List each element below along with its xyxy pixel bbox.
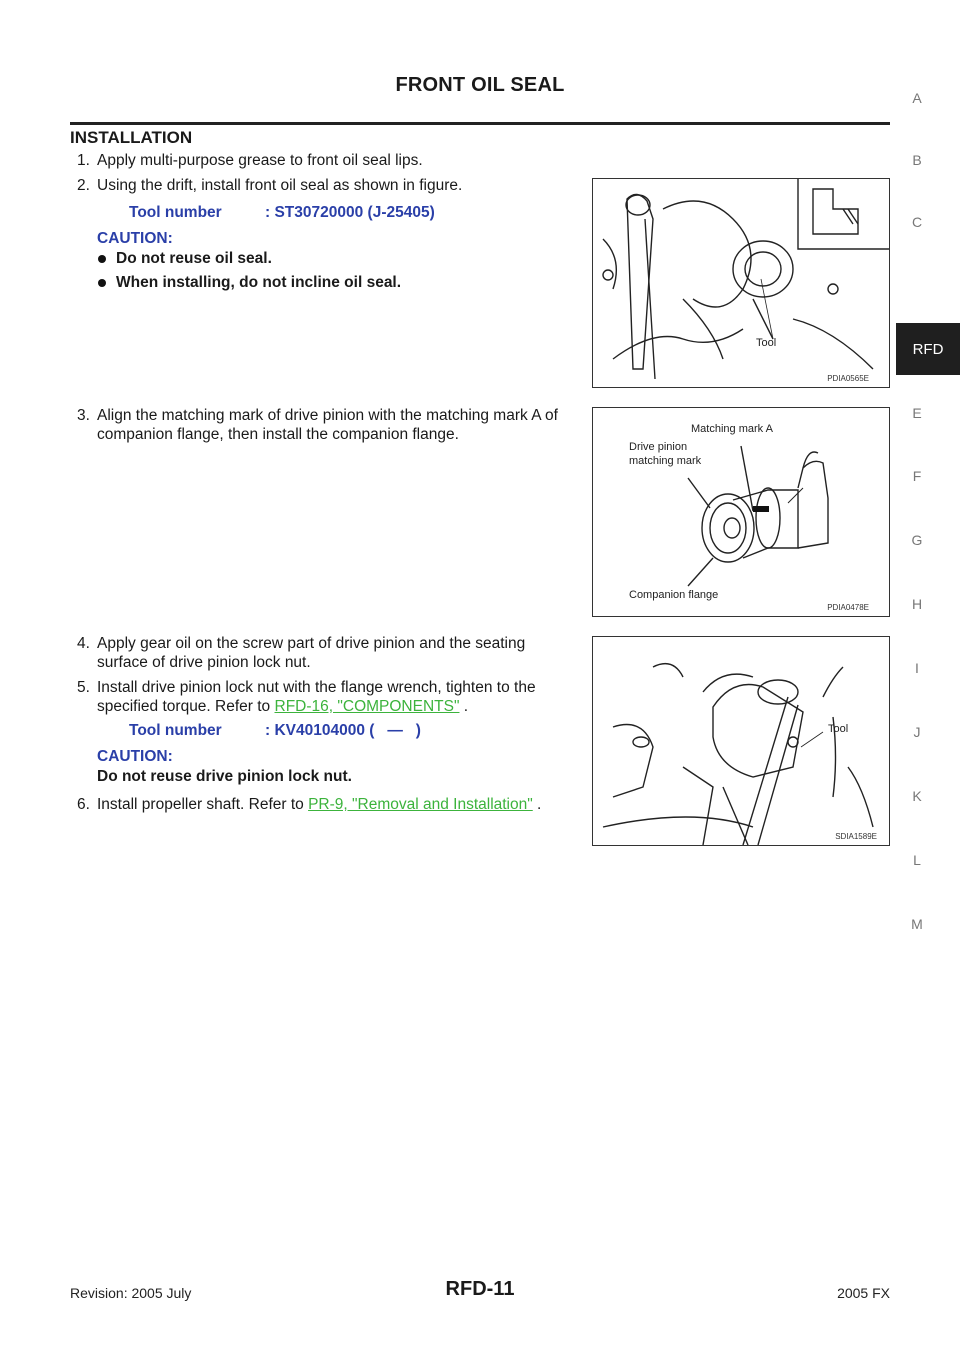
side-index-letter[interactable]: E [912, 405, 922, 421]
caution-heading: CAUTION: [97, 748, 173, 765]
step-text: Apply gear oil on the screw part of drive pinion and the seating surface of drive pinion lock nut. [97, 635, 526, 671]
step-text-tail: . [532, 796, 542, 813]
step-2 [77, 176, 597, 196]
caution-bullet-text: Do not reuse oil seal. [116, 250, 272, 267]
step-4 [77, 634, 597, 674]
tool-number-value: : KV40104000 ( — ) [265, 722, 421, 739]
figure-code: SDIA1589E [835, 832, 877, 841]
caution-heading: CAUTION: [97, 230, 173, 247]
caution-bullet-text: When installing, do not incline oil seal. [116, 274, 402, 291]
caution-bullet [98, 274, 558, 294]
footer-page-number: RFD-11 [445, 1278, 515, 1300]
figure-label: matching mark [629, 455, 702, 467]
figure-label: Tool [828, 723, 849, 735]
side-index-letter[interactable]: M [911, 916, 923, 932]
caution-bullet [98, 250, 558, 270]
tool-number-value: : ST30720000 (J-25405) [265, 204, 435, 221]
side-index-letter[interactable]: L [913, 852, 921, 868]
step-text: Install propeller shaft. Refer to [97, 796, 309, 813]
figure-label: Drive pinion [629, 441, 688, 453]
footer-model: 2005 FX [837, 1285, 890, 1301]
step-number: 1. [77, 152, 90, 169]
figure-companion-flange [592, 407, 890, 617]
step-1 [77, 151, 597, 171]
side-index-letter[interactable]: I [915, 660, 919, 676]
companion-flange-illustration [593, 408, 889, 616]
step-text: Apply multi-purpose grease to front oil seal lips. [97, 152, 423, 169]
step-text: Using the drift, install front oil seal as shown in figure. [97, 177, 463, 194]
reference-link-components[interactable]: RFD-16, "COMPONENTS" [274, 698, 460, 715]
figure-label: Matching mark A [691, 423, 773, 435]
section-title: INSTALLATION [70, 128, 193, 147]
tool-number-label: Tool number [129, 204, 222, 221]
bullet-icon [98, 279, 106, 287]
step-number: 2. [77, 177, 90, 194]
footer-revision: Revision: 2005 July [70, 1285, 192, 1301]
side-index-letter[interactable]: K [912, 788, 922, 804]
side-index-letter[interactable]: G [911, 532, 923, 548]
step-number: 3. [77, 407, 90, 424]
page-title: FRONT OIL SEAL [395, 74, 565, 96]
figure-label: Tool [756, 337, 777, 349]
step-text: Install drive pinion lock nut with the flange wrench, tighten to the specified torque. Refer to [97, 679, 536, 715]
step-5 [77, 678, 597, 718]
bullet-icon [98, 255, 106, 263]
step-number: 6. [77, 796, 90, 813]
step-number: 4. [77, 635, 90, 652]
step-6 [77, 795, 597, 835]
step-number: 5. [77, 679, 90, 696]
side-index-letter[interactable]: F [912, 468, 922, 484]
drift-illustration [593, 179, 889, 387]
step-3 [77, 406, 597, 446]
figure-drift-install [592, 178, 890, 388]
reference-link-propeller-shaft[interactable]: PR-9, "Removal and Installation" [308, 796, 533, 813]
figure-code: PDIA0478E [827, 603, 869, 612]
figure-flange-wrench [592, 636, 890, 846]
step-text-tail: . [459, 698, 469, 715]
side-index-letter[interactable]: H [911, 596, 923, 612]
side-index-active-tab[interactable]: RFD [896, 323, 960, 375]
side-index-letter[interactable]: J [913, 724, 921, 740]
caution-text: Do not reuse drive pinion lock nut. [97, 768, 352, 785]
header-rule [70, 122, 890, 125]
step-text: Align the matching mark of drive pinion with the matching mark A of companion flange, then install the companion flange. [97, 407, 558, 443]
figure-label: Companion flange [629, 589, 719, 601]
side-index-letter[interactable]: A [912, 90, 922, 106]
flange-wrench-illustration [593, 637, 889, 845]
figure-code: PDIA0565E [827, 374, 869, 383]
side-index-letter[interactable]: C [911, 214, 923, 230]
tool-number-label: Tool number [129, 722, 222, 739]
side-index-letter[interactable]: B [912, 152, 922, 168]
